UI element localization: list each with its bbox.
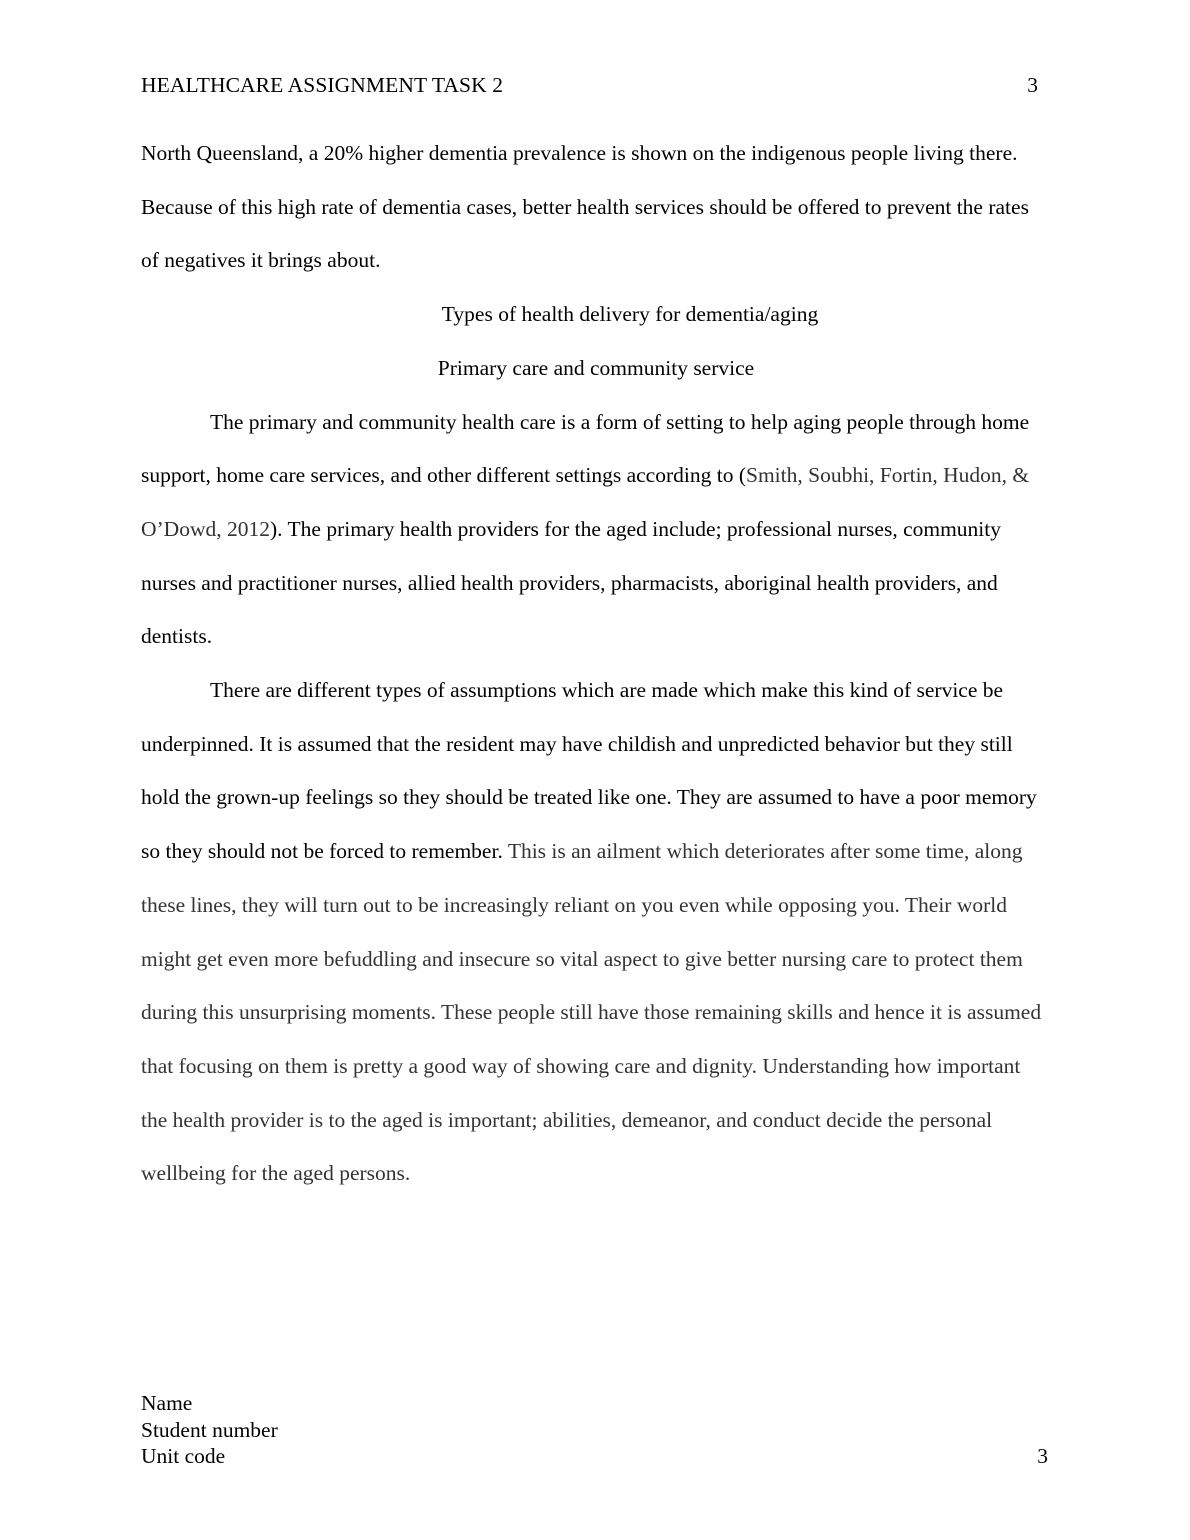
header-page-number: 3 (1027, 73, 1038, 97)
footer-name: Name (141, 1391, 193, 1415)
subsection-heading: Primary care and community service (437, 355, 755, 380)
footer-page-number: 3 (1037, 1444, 1048, 1468)
running-title: HEALTHCARE ASSIGNMENT TASK 2 (141, 73, 504, 97)
section-heading: Types of health delivery for dementia/aging (441, 302, 819, 327)
running-header (141, 70, 1041, 100)
paragraph-text-gray: This is an ailment which deteriorates after some time, along these lines, they will turn out to be increasingly reliant on you even while opposing you. Their world might get even more befuddling and insecure so vital aspect to give better nursing care to protect them during this unsurprising moments. These people still have those remaining skills and hence it is assumed that focusing on them is pretty a good way of showing care and dignity. Understanding how important the health provider is to the aged is important; abilities, demeanor, and conduct decide the personal wellbeing for the aged persons. (141, 839, 1042, 1186)
paragraph-text: There are different types of assumptions which are made which make this kind of service be underpinned. It is assumed that the resident may have childish and unpredicted behavior but they still hold the grown-up feelings so they should be treated like one. They are assumed to have a poor memory so they should not be forced to remember. (141, 678, 1037, 864)
citation: Smith, Soubhi, Fortin, Hudon, & O’Dowd, 2012 (141, 463, 1030, 541)
footer-student-number: Student number (141, 1417, 278, 1442)
paragraph-continuation: North Queensland, a 20% higher dementia prevalence is shown on the indigenous people living there. Because of this high rate of dementia cases, better health services should be offered to prevent the rates of negatives it brings about. (141, 141, 1029, 273)
paragraph-primary-care (141, 396, 1051, 665)
footer-unit-code: Unit code (141, 1444, 226, 1468)
paragraph-text: ). The primary health providers for the aged include; professional nurses, community nurses and practitioner nurses, allied health providers, pharmacists, aboriginal health providers, and dentists. (141, 516, 1001, 649)
footer-block (141, 1390, 1051, 1470)
paragraph-text: The primary and community health care is a form of setting to help aging people through home support, home care services, and other different settings according to ( (141, 409, 1030, 488)
document-body (141, 127, 1051, 1201)
paragraph-assumptions (141, 664, 1051, 1201)
